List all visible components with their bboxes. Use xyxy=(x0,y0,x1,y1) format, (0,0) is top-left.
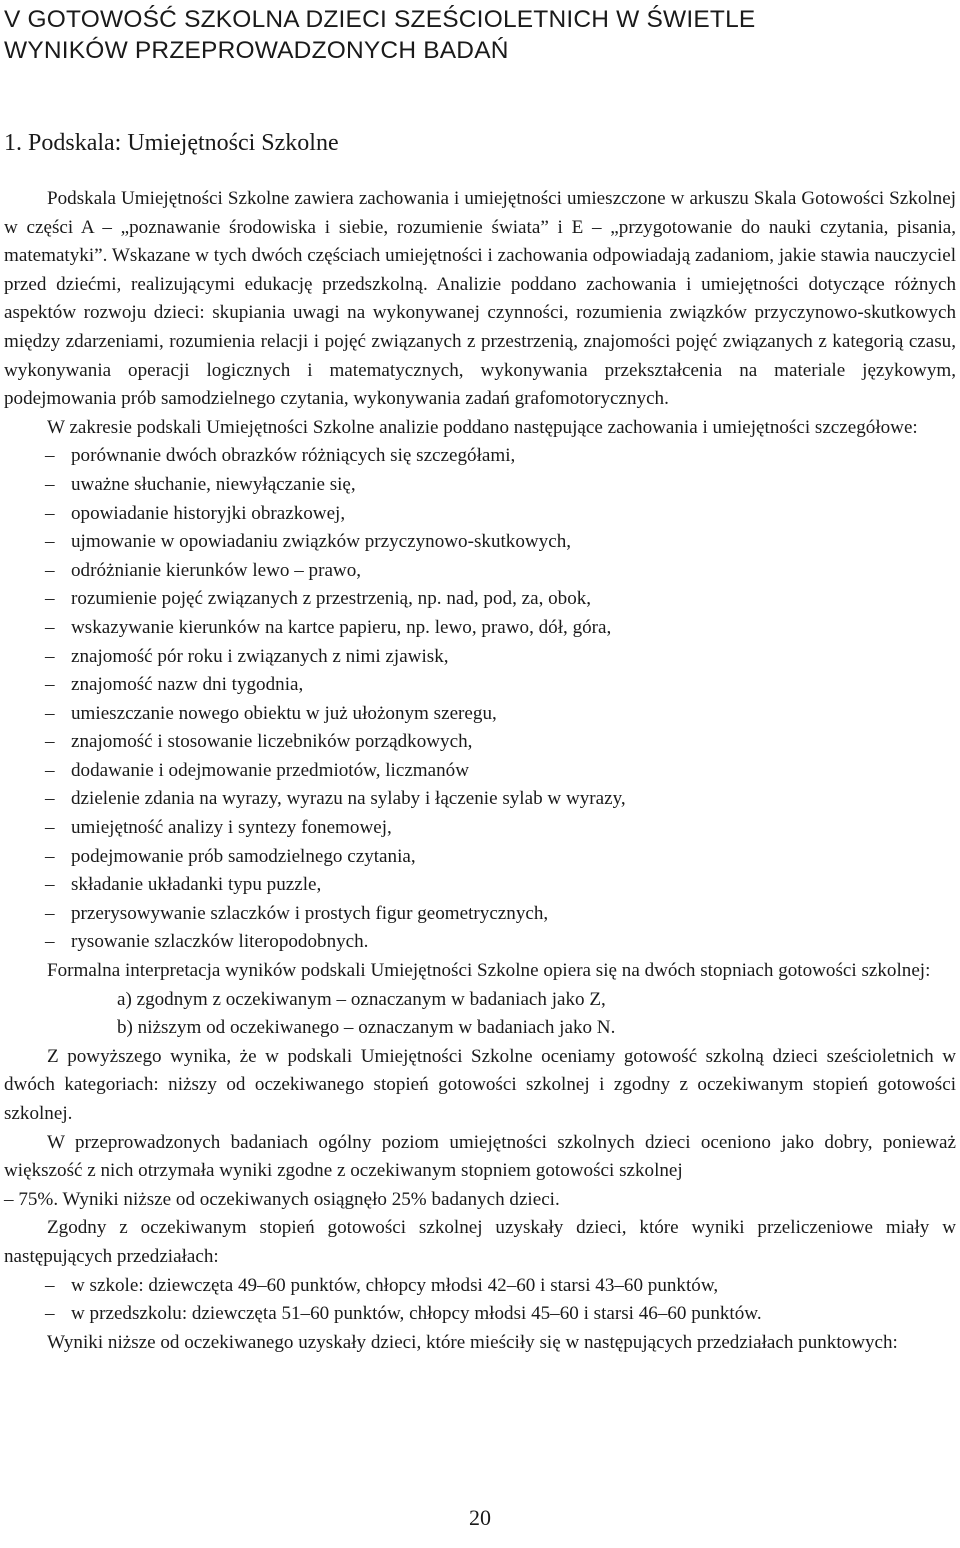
paragraph: Zgodny z oczekiwanym stopień gotowości szkolnej uzyskały dzieci, które wyniki przeliczeniowe miały w następujących przedziałach: xyxy=(4,1217,956,1267)
paragraph: – 75%. Wyniki niższe od oczekiwanych osiągnęło 25% badanych dzieci. xyxy=(4,1188,560,1210)
paragraph: Z powyższego wynika, że w podskali Umiejętności Szkolne oceniamy gotowość szkolną dzieci sześcioletnich w dwóch kategoriach: niższy od oczekiwanego stopień gotowości szkolnej i zgodny z oczekiwanym stopień gotowości szkolnej. xyxy=(4,1045,956,1124)
list-item: – w przedszkolu: dziewczęta 51–60 punktów, chłopcy młodsi 45–60 i starsi 46–60 punktów. xyxy=(4,1300,956,1329)
list-item: – dzielenie zdania na wyrazy, wyrazu na sylaby i łączenie sylab w wyrazy, xyxy=(4,785,956,814)
paragraph: Formalna interpretacja wyników podskali Umiejętności Szkolne opiera się na dwóch stopniach gotowości szkolnej: xyxy=(47,960,931,982)
list-item: – rozumienie pojęć związanych z przestrzenią, np. nad, pod, za, obok, xyxy=(4,585,956,614)
list-item: – przerysowywanie szlaczków i prostych figur geometrycznych, xyxy=(4,900,956,929)
section-heading: 1. Podskala: Umiejętności Szkolne xyxy=(4,130,339,156)
skills-list xyxy=(4,442,956,957)
list-item: – w szkole: dziewczęta 49–60 punktów, chłopcy młodsi 42–60 i starsi 43–60 punktów, xyxy=(4,1272,956,1301)
paragraph: W przeprowadzonych badaniach ogólny poziom umiejętności szkolnych dzieci oceniono jako dobry, ponieważ większość z nich otrzymała wyniki zgodne z oczekiwanym stopniem gotowości szkolnej xyxy=(4,1131,956,1182)
list-item: – dodawanie i odejmowanie przedmiotów, liczmanów xyxy=(4,757,956,786)
list-item: – uważne słuchanie, niewyłączanie się, xyxy=(4,471,956,500)
list-item: – znajomość pór roku i związanych z nimi zjawisk, xyxy=(4,643,956,672)
paragraph: W zakresie podskali Umiejętności Szkolne analizie poddano następujące zachowania i umiejętności szczegółowe: xyxy=(47,416,918,438)
list-item: – rysowanie szlaczków literopodobnych. xyxy=(4,928,956,957)
list-item: – odróżnianie kierunków lewo – prawo, xyxy=(4,557,956,586)
list-item: – wskazywanie kierunków na kartce papieru, np. lewo, prawo, dół, góra, xyxy=(4,614,956,643)
level-item: a) zgodnym z oczekiwanym – oznaczanym w badaniach jako Z, xyxy=(117,988,606,1010)
list-item: – umiejętność analizy i syntezy fonemowej, xyxy=(4,814,956,843)
level-item: b) niższym od oczekiwanego – oznaczanym w badaniach jako N. xyxy=(117,1017,616,1039)
list-item: – znajomość i stosowanie liczebników porządkowych, xyxy=(4,728,956,757)
paragraph: Wyniki niższe od oczekiwanego uzyskały dzieci, które mieściły się w następujących przedziałach punktowych: xyxy=(47,1331,898,1353)
paragraph: Podskala Umiejętności Szkolne zawiera zachowania i umiejętności umieszczone w arkuszu Skala Gotowości Szkolnej w części A – „poznawanie środowiska i siebie, rozumienie świata” i E – „przygotowanie do nauki czytania, pisania, matematyki”. Wskazane w tych dwóch częściach umiejętności i zachowania odpowiadają zadaniom, jakie stawia nauczyciel przed dziećmi, realizującymi edukację przedszkolną. Analizie poddano zachowania i umiejętności dotyczące różnych aspektów rozwoju dzieci: skupiania uwagi na wykonywanej czynności, rozumienia związków przyczynowo-skutkowych między zdarzeniami, rozumienia relacji i pojęć związanych z przestrzenią, znajomości pojęć związanych z kategorią czasu, wykonywania operacji logicznych i matematycznych, wykonywania przekształcenia na materiale językowym, podejmowania prób samodzielnego czytania, wykonywania zadań grafomotorycznych. xyxy=(4,188,956,410)
list-item: – podejmowanie prób samodzielnego czytania, xyxy=(4,843,956,872)
chapter-title-line: V GOTOWOŚĆ SZKOLNA DZIECI SZEŚCIOLETNICH W ŚWIETLE xyxy=(4,6,756,33)
list-item: – opowiadanie historyjki obrazkowej, xyxy=(4,500,956,529)
list-item: – ujmowanie w opowiadaniu związków przyczynowo-skutkowych, xyxy=(4,528,956,557)
page-number: 20 xyxy=(469,1505,491,1530)
ranges-list xyxy=(4,1272,956,1329)
document-body xyxy=(4,185,956,1357)
chapter-title-line: WYNIKÓW PRZEPROWADZONYCH BADAŃ xyxy=(4,37,509,64)
list-item: – składanie układanki typu puzzle, xyxy=(4,871,956,900)
chapter-title xyxy=(4,4,954,66)
list-item: – znajomość nazw dni tygodnia, xyxy=(4,671,956,700)
list-item: – umieszczanie nowego obiektu w już ułożonym szeregu, xyxy=(4,700,956,729)
list-item: – porównanie dwóch obrazków różniących się szczegółami, xyxy=(4,442,956,471)
